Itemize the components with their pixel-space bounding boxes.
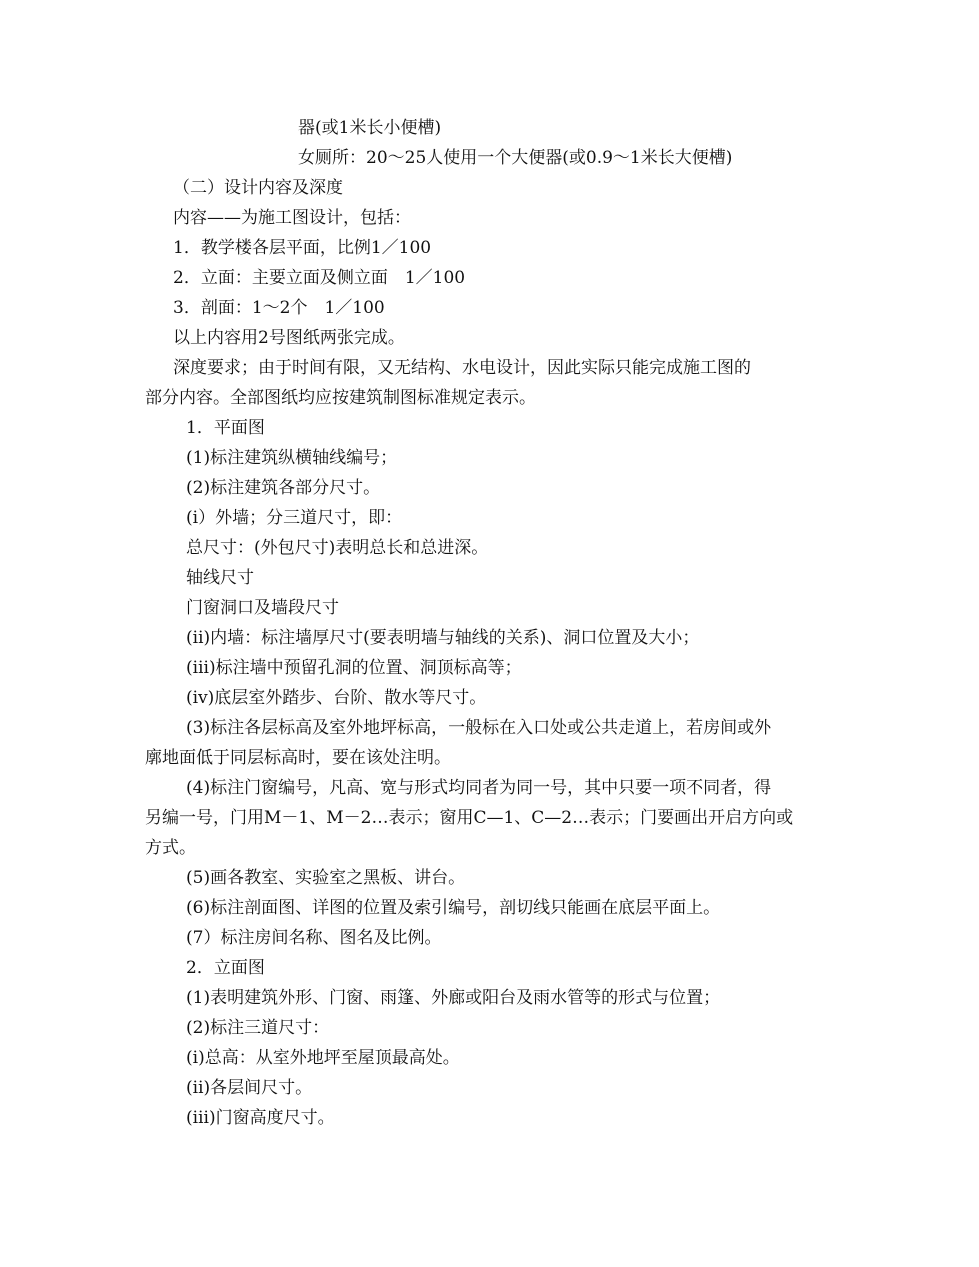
text-line: 3．剖面：1～2个 1／100 (173, 298, 385, 318)
text-line: 2．立面：主要立面及侧立面 1／100 (173, 268, 466, 288)
text-line: (ⅲ)门窗高度尺寸。 (186, 1108, 335, 1128)
text-line: 门窗洞口及墙段尺寸 (186, 598, 339, 618)
subsection-heading: 1．平面图 (186, 418, 265, 438)
text-line: 轴线尺寸 (186, 568, 254, 588)
text-line: 深度要求；由于时间有限，又无结构、水电设计，因此实际只能完成施工图的 (173, 358, 751, 378)
text-line: 以上内容用2号图纸两张完成。 (173, 328, 405, 348)
text-line: (1)表明建筑外形、门窗、雨篷、外廊或阳台及雨水管等的形式与位置； (186, 988, 721, 1008)
text-line: (ⅱ)内墙：标注墙厚尺寸(要表明墙与轴线的关系)、洞口位置及大小； (186, 628, 700, 648)
text-line: (ⅲ)标注墙中预留孔洞的位置、洞顶标高等； (186, 658, 522, 678)
text-line: (6)标注剖面图、详图的位置及索引编号，剖切线只能画在底层平面上。 (186, 898, 721, 918)
text-line: (ⅱ)各层间尺寸。 (186, 1078, 313, 1098)
text-line: (7）标注房间名称、图名及比例。 (186, 928, 442, 948)
text-line: (1)标注建筑纵横轴线编号； (186, 448, 398, 468)
text-line: (2)标注三道尺寸： (186, 1018, 330, 1038)
text-line: (2)标注建筑各部分尺寸。 (186, 478, 381, 498)
text-line: (5)画各教室、实验室之黑板、讲台。 (186, 868, 466, 888)
subsection-heading: 2．立面图 (186, 958, 265, 978)
text-line: 1．教学楼各层平面，比例1／100 (173, 238, 432, 258)
text-line: 总尺寸：(外包尺寸)表明总长和总进深。 (186, 538, 489, 558)
text-line: (i)总高：从室外地坪至屋顶最高处。 (186, 1048, 460, 1068)
text-line: (ⅳ)底层室外踏步、台阶、散水等尺寸。 (186, 688, 487, 708)
text-line: 器(或1米长小便槽) (298, 118, 442, 138)
text-line: 另编一号，门用M－1、M－2…表示；窗用C—1、C—2…表示；门要画出开启方向或 (145, 808, 794, 828)
text-line: (4)标注门窗编号，凡高、宽与形式均同者为同一号，其中只要一项不同者，得 (186, 778, 772, 798)
section-heading: （二）设计内容及深度 (173, 178, 343, 198)
text-line: 方式。 (145, 838, 196, 858)
text-line: 部分内容。全部图纸均应按建筑制图标准规定表示。 (145, 388, 536, 408)
text-line: 女厕所：20～25人使用一个大便器(或0.9～1米长大便槽) (298, 148, 733, 168)
text-line: (3)标注各层标高及室外地坪标高，一般标在入口处或公共走道上，若房间或外 (186, 718, 772, 738)
text-line: 内容——为施工图设计，包括： (173, 208, 411, 228)
text-line: (ⅰ）外墙；分三道尺寸，即： (186, 508, 403, 528)
text-line: 廓地面低于同层标高时，要在该处注明。 (145, 748, 451, 768)
